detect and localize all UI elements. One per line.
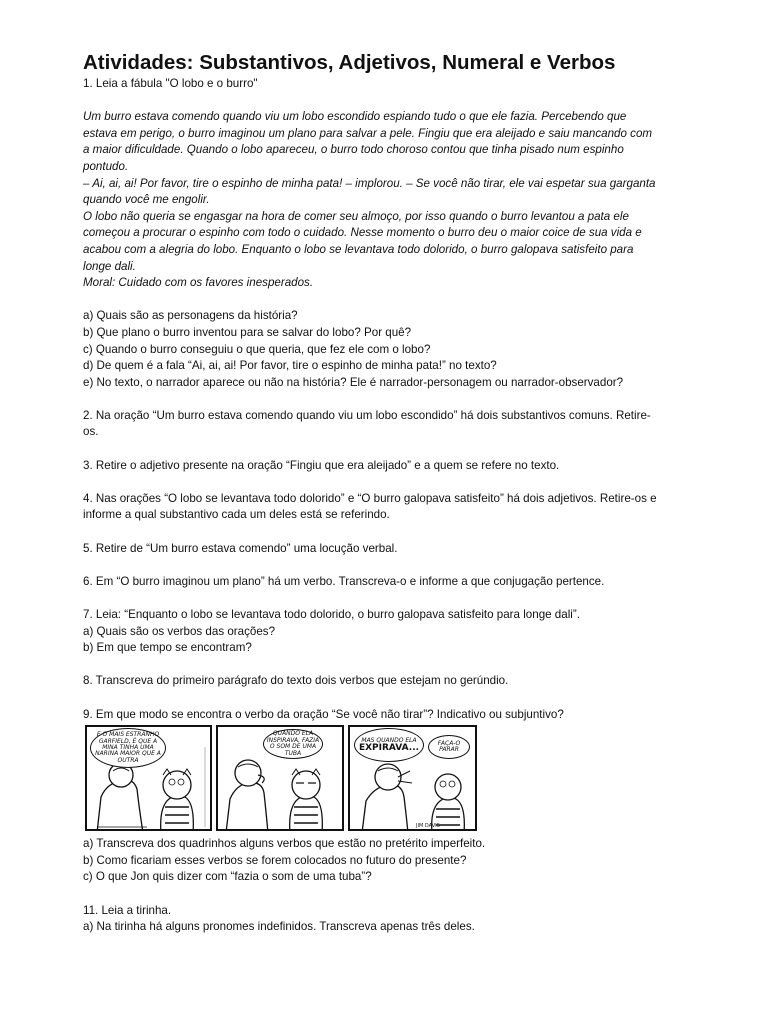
- question-1-intro: 1. Leia a fábula "O lobo e o burro": [83, 77, 258, 90]
- question-7: 7. Leia: “Enquanto o lobo se levantava todo dolorido, o burro galopava satisfeito para longe dali”.: [83, 608, 580, 621]
- question-11a: a) Na tirinha há alguns pronomes indefinidos. Transcreva apenas três deles.: [83, 920, 475, 934]
- speech-bubble: FAÇA-O PARAR: [428, 735, 470, 759]
- comic-signature: JIM DAVIS: [416, 823, 440, 830]
- comic-panel-2: [216, 725, 344, 831]
- comic-panel-1: [85, 725, 212, 831]
- question-item: b) Que plano o burro inventou para se salvar do lobo? Por quê?: [83, 325, 412, 339]
- question-8: 8. Transcreva do primeiro parágrafo do texto dois verbos que estejam no gerúndio.: [83, 674, 509, 688]
- question-10c: c) O que Jon quis dizer com “fazia o som de uma tuba”?: [83, 870, 372, 884]
- fable-line: – Ai, ai, ai! Por favor, tire o espinho de minha pata! – implorou. – Se você não tirar, ele vai espetar sua garganta: [83, 176, 656, 190]
- page-title: Atividades: Substantivos, Adjetivos, Numeral e Verbos: [83, 51, 616, 74]
- question-9: 9. Em que modo se encontra o verbo da oração “Se você não tirar”? Indicativo ou subjuntivo?: [83, 707, 564, 721]
- fable-text: [83, 109, 703, 292]
- worksheet-page: [83, 50, 703, 936]
- comic-strip: [85, 725, 477, 833]
- question-10b: b) Como ficariam esses verbos se forem colocados no futuro do presente?: [83, 853, 467, 867]
- question-5: 5. Retire de “Um burro estava comendo” uma locução verbal.: [83, 541, 398, 555]
- question-10a: a) Transcreva dos quadrinhos alguns verbos que estão no pretérito imperfeito.: [83, 837, 486, 851]
- speech-bubble-line: MAS QUANDO ELA: [361, 737, 417, 745]
- question-1-items: [83, 308, 703, 391]
- fable-line: acabou com a alegria do lobo. Enquanto o lobo se levantava todo dolorido, o burro galopava satisfeito para: [83, 242, 634, 256]
- fable-line: O lobo não queria se engasgar na hora de comer seu almoço, por isso quando o burro levantou a pata ele: [83, 209, 629, 223]
- fable-moral: Moral: Cuidado com os favores inesperados.: [83, 276, 314, 290]
- fable-line: começou a procurar o espinho com todo o cuidado. Nesse momento o burro deu o maior coice de sua vida e: [83, 226, 642, 240]
- fable-line: Um burro estava comendo quando viu um lobo escondido espiando tudo o que ele fazia. Percebendo que: [83, 110, 627, 124]
- speech-bubble-emphasis: EXPIRAVA...: [358, 742, 420, 753]
- question-11: 11. Leia a tirinha.: [83, 903, 172, 917]
- question-2: 2. Na oração “Um burro estava comendo quando viu um lobo escondido” há dois substantivos comuns. Retire-: [83, 408, 651, 422]
- question-4-cont: informe a qual substantivo cada um deles está se referindo.: [83, 508, 390, 522]
- speech-bubble: QUANDO ELA INSPIRAVA, FAZIA O SOM DE UMA TUBA: [263, 729, 323, 759]
- fable-line: estava em perigo, o burro imaginou um plano para salvar a pele. Fingiu que era aleijado e saiu mancando com: [83, 126, 653, 140]
- question-4: 4. Nas orações “O lobo se levantava todo dolorido” e “O burro galopava satisfeito” há dois adjetivos. Retire-os e: [83, 491, 657, 505]
- question-2-cont: os.: [83, 425, 99, 439]
- question-item: c) Quando o burro conseguiu o que queria, que fez ele com o lobo?: [83, 342, 431, 356]
- fable-line: a maior dificuldade. Quando o lobo apareceu, o burro todo choroso contou que tinha pisado num espinho: [83, 143, 624, 157]
- question-item: e) No texto, o narrador aparece ou não na história? Ele é narrador-personagem ou narrador-observador?: [83, 375, 624, 389]
- fable-line: longe dali.: [83, 259, 136, 273]
- question-7b: b) Em que tempo se encontram?: [83, 641, 252, 655]
- comic-panel-3: [348, 725, 477, 831]
- speech-bubble: [354, 728, 424, 762]
- question-7a: a) Quais são os verbos das orações?: [83, 624, 276, 638]
- fable-line: pontudo.: [83, 159, 129, 173]
- question-item: d) De quem é a fala “Ai, ai, ai! Por favor, tire o espinho de minha pata!” no texto?: [83, 359, 497, 373]
- fable-line: quando você me engolir.: [83, 193, 210, 207]
- question-6: 6. Em “O burro imaginou um plano” há um verbo. Transcreva-o e informe a que conjugação pertence.: [83, 574, 605, 588]
- speech-bubble: E O MAIS ESTRANHO GARFIELD, É QUE A MINA TINHA UMA NARINA MAIOR QUE A OUTRA: [90, 728, 166, 768]
- question-item: a) Quais são as personagens da história?: [83, 309, 298, 323]
- question-3: 3. Retire o adjetivo presente na oração “Fingiu que era aleijado” e a quem se refere no texto.: [83, 458, 560, 472]
